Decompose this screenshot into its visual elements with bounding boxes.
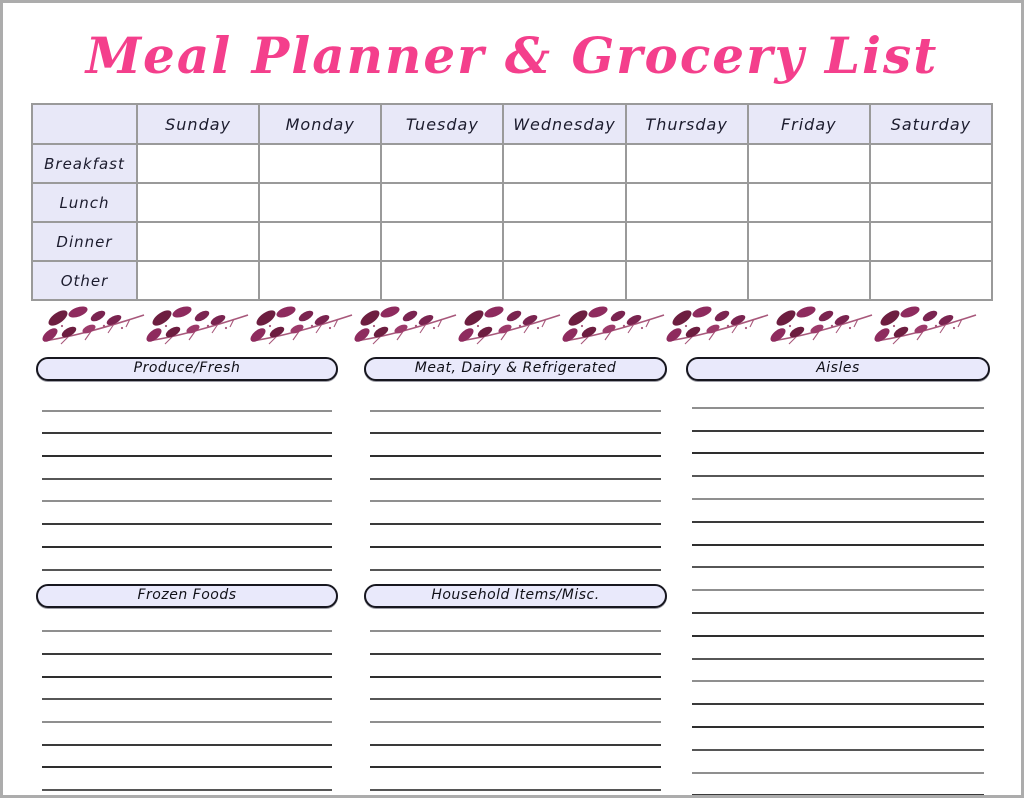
meal-cell	[503, 222, 625, 261]
blank-line	[370, 678, 661, 701]
meal-cell	[626, 261, 748, 300]
blank-line	[42, 525, 332, 548]
blank-line	[42, 480, 332, 503]
day-header-wednesday: Wednesday	[503, 104, 625, 144]
floral-branch-art	[42, 304, 982, 350]
meal-row-dinner	[32, 222, 992, 261]
grocery-column-left	[36, 357, 338, 796]
meal-cell	[870, 261, 992, 300]
blank-line	[42, 412, 332, 435]
blank-line	[692, 774, 984, 797]
blank-line	[42, 548, 332, 571]
blank-line	[370, 412, 661, 435]
blank-line	[370, 434, 661, 457]
section-header-produce: Produce/Fresh	[36, 357, 338, 381]
meal-cell	[259, 183, 381, 222]
blank-line	[42, 655, 332, 678]
blank-line	[692, 705, 984, 728]
blank-line	[370, 746, 661, 769]
section-lines-produce	[42, 389, 332, 571]
blank-line	[42, 678, 332, 701]
day-header-tuesday: Tuesday	[381, 104, 503, 144]
meal-cell	[503, 144, 625, 183]
blank-line	[370, 525, 661, 548]
grocery-column-middle	[364, 357, 667, 796]
blank-line	[370, 700, 661, 723]
meal-cell	[870, 183, 992, 222]
meal-cell	[381, 261, 503, 300]
meal-cell	[626, 183, 748, 222]
floral-divider	[3, 304, 1021, 350]
meal-cell	[259, 261, 381, 300]
day-header-saturday: Saturday	[870, 104, 992, 144]
section-lines-meat-dairy	[370, 389, 661, 571]
blank-line	[42, 610, 332, 633]
blank-line	[692, 546, 984, 569]
section-header-frozen: Frozen Foods	[36, 584, 338, 608]
day-header-monday: Monday	[259, 104, 381, 144]
meal-cell	[259, 144, 381, 183]
blank-line	[370, 480, 661, 503]
meal-cell	[381, 183, 503, 222]
section-frozen	[36, 584, 338, 792]
meal-cell	[870, 144, 992, 183]
blank-line	[370, 502, 661, 525]
meal-label-other: Other	[32, 261, 137, 300]
meal-planner-table	[31, 103, 993, 301]
section-household	[364, 584, 667, 792]
blank-line	[42, 457, 332, 480]
day-header-thursday: Thursday	[626, 104, 748, 144]
blank-line	[692, 728, 984, 751]
blank-line	[42, 700, 332, 723]
meal-cell	[870, 222, 992, 261]
blank-line	[42, 389, 332, 412]
blank-line	[42, 723, 332, 746]
grocery-lists	[3, 357, 1021, 796]
meal-cell	[381, 222, 503, 261]
blank-line	[370, 610, 661, 633]
blank-line	[692, 454, 984, 477]
grocery-column-right	[686, 357, 990, 796]
blank-line	[692, 751, 984, 774]
section-header-household: Household Items/Misc.	[364, 584, 667, 608]
meal-cell	[748, 183, 870, 222]
meal-row-other	[32, 261, 992, 300]
blank-line	[370, 768, 661, 791]
blank-line	[692, 568, 984, 591]
section-produce	[36, 357, 338, 571]
meal-cell	[626, 222, 748, 261]
blank-line	[692, 432, 984, 455]
blank-line	[370, 723, 661, 746]
section-aisles	[686, 357, 990, 796]
meal-cell	[503, 183, 625, 222]
meal-cell	[137, 261, 259, 300]
planner-header-row	[32, 104, 992, 144]
meal-cell	[626, 144, 748, 183]
blank-line	[370, 457, 661, 480]
meal-cell	[748, 261, 870, 300]
blank-line	[692, 523, 984, 546]
meal-row-breakfast	[32, 144, 992, 183]
meal-label-dinner: Dinner	[32, 222, 137, 261]
planner-body	[32, 144, 992, 300]
blank-line	[692, 614, 984, 637]
meal-cell	[137, 144, 259, 183]
blank-line	[370, 632, 661, 655]
blank-line	[42, 768, 332, 791]
blank-line	[692, 637, 984, 660]
section-lines-household	[370, 610, 661, 792]
section-header-meat-dairy: Meat, Dairy & Refrigerated	[364, 357, 667, 381]
section-lines-frozen	[42, 610, 332, 792]
meal-cell	[748, 144, 870, 183]
meal-cell	[137, 183, 259, 222]
day-header-sunday: Sunday	[137, 104, 259, 144]
blank-line	[692, 386, 984, 409]
blank-line	[692, 682, 984, 705]
day-header-friday: Friday	[748, 104, 870, 144]
blank-line	[692, 660, 984, 683]
planner-corner-cell	[32, 104, 137, 144]
meal-cell	[259, 222, 381, 261]
blank-line	[370, 548, 661, 571]
section-meat-dairy	[364, 357, 667, 571]
meal-label-breakfast: Breakfast	[32, 144, 137, 183]
section-header-aisles: Aisles	[686, 357, 990, 381]
meal-cell	[381, 144, 503, 183]
blank-line	[692, 591, 984, 614]
blank-line	[42, 746, 332, 769]
meal-cell	[137, 222, 259, 261]
blank-line	[692, 477, 984, 500]
blank-line	[42, 502, 332, 525]
meal-label-lunch: Lunch	[32, 183, 137, 222]
blank-line	[370, 389, 661, 412]
blank-line	[42, 434, 332, 457]
blank-line	[692, 409, 984, 432]
meal-cell	[503, 261, 625, 300]
blank-line	[42, 632, 332, 655]
meal-cell	[748, 222, 870, 261]
section-lines-aisles	[692, 386, 984, 796]
meal-row-lunch	[32, 183, 992, 222]
blank-line	[370, 655, 661, 678]
blank-line	[692, 500, 984, 523]
page-title: Meal Planner & Grocery List	[85, 26, 939, 85]
